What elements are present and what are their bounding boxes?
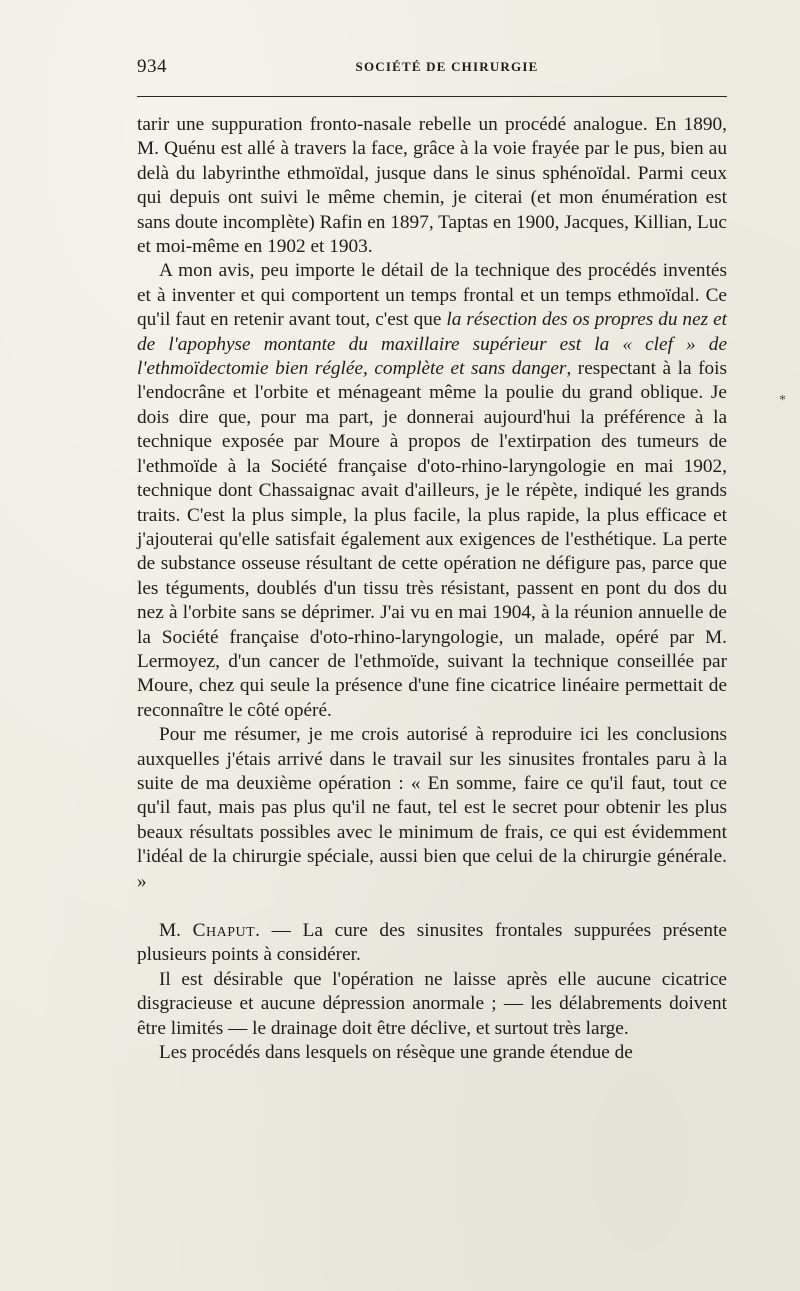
running-title: SOCIÉTÉ DE CHIRURGIE xyxy=(355,59,539,74)
body-text xyxy=(137,113,727,1065)
speaker-prefix: M. xyxy=(159,920,193,941)
paragraph-requirements: Il est désirable que l'opération ne laisse après elle aucune cicatrice disgracieuse et aucune dépression anormale ; — les délabrements doivent être limités — le drainage doit être déclive, et surtout très large. xyxy=(137,968,727,1039)
paragraph-procedures: Les procédés dans lesquels on résèque une grande étendue de xyxy=(159,1042,633,1064)
header-rule xyxy=(137,96,727,97)
paragraph-chaput-intro xyxy=(137,919,727,968)
paragraph-continuation: tarir une suppuration fronto-nasale rebelle un procédé analogue. En 1890, M. Quénu est allé à travers la face, grâce à la voie frayée par le pus, bien au delà du labyrinthe ethmoïdal, jusque dans le sinus sphénoïdal. Parmi ceux qui depuis ont suivi le même chemin, je citerai (et mon énumération est sans doute incomplète) Rafin en 1897, Taptas en 1900, Jacques, Killian, Luc et moi-même en 1902 et 1903. xyxy=(137,114,727,258)
paragraph-conclusion: Pour me résumer, je me crois autorisé à reproduire ici les conclusions auxquelles j'étais arrivé dans le travail sur les sinusites frontales paru à la suite de ma deuxième opération : « En somme, faire ce qu'il faut, tout ce qu'il faut, mais pas plus qu'il ne faut, tel est le secret pour obtenir les plus beaux résultats possibles avec le minimum de frais, ce qui est évidemment l'idéal de la chirurgie spéciale, aussi bien que celui de la chirurgie générale. » xyxy=(137,724,727,892)
page-header xyxy=(137,56,727,80)
italic-emphasis: la résection des os propres du nez et de l'apophyse montante du maxillaire supérieur est la « clef » de l'ethmoïdectomie bien réglée, complète et sans danger xyxy=(137,309,727,380)
paragraph-technique xyxy=(137,259,727,723)
speaker-name: Chaput xyxy=(192,920,256,941)
paragraph-text: A mon avis, peu importe le détail de la technique des procédés inventés et à inventer et qui comportent un temps frontal et un temps ethmoïdal. Ce qu'il faut en retenir avant tout, c'est que xyxy=(137,260,727,331)
paragraph-text: , respectant à la fois l'endocrâne et l'orbite et ménageant même la poulie du grand oblique. Je dois dire que, pour ma part, je donnerai aujourd'hui la préférence à la technique exposée par Moure à propos de l'extirpation des tumeurs de l'ethmoïde à la Société française d'oto-rhino-laryngologie en mai 1902, technique dont Chassaignac avait d'ailleurs, je le répète, indiqué les grands traits. C'est la plus simple, la plus facile, la plus rapide, la plus efficace et j'ajouterai qu'elle satisfait également aux exigences de l'esthétique. La perte de substance osseuse résultant de cette opération ne défigure pas, parce que les téguments, doublés d'un tissu très résistant, passent en pont du dos du nez à l'orbite sans se déprimer. J'ai vu en mai 1904, à la réunion annuelle de la Société française d'oto-rhino-laryngologie, un malade, opéré par M. Lermoyez, d'un cancer de l'ethmoïde, suivant la technique conseillée par Moure, chez qui seule la présence d'une fine cicatrice linéaire permettait de reconnaître le côté opéré. xyxy=(137,358,727,721)
paragraph-text: . — La cure des sinusites frontales suppurées présente plusieurs points à considérer. xyxy=(137,920,727,966)
margin-mark: * xyxy=(779,393,786,408)
page-number: 934 xyxy=(137,56,167,77)
